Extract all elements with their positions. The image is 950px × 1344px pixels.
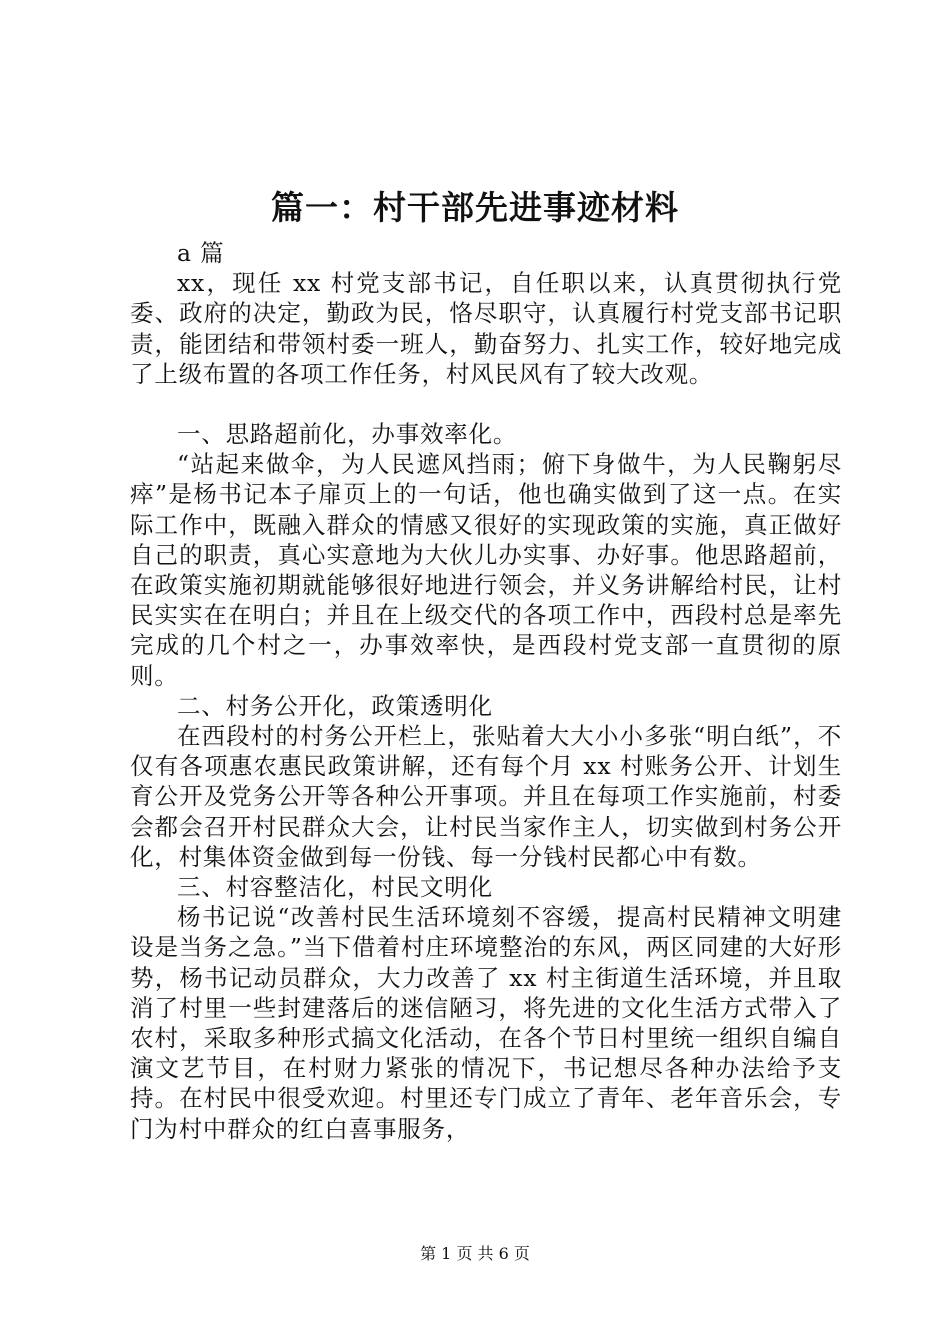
document-body bbox=[130, 238, 842, 1144]
section-2-paragraph: 在西段村的村务公开栏上，张贴着大大小小多张“明白纸”，不仅有各项惠农惠民政策讲解，还有每个月 xx 村账务公开、计划生育公开及党务公开等各种公开事项。并且在每项工作实施前，村委会都会召开村民群众大会，让村民当家作主人，切实做到村务公开化，村集体资金做到每一份钱、每一分钱村民都心中有数。 bbox=[130, 722, 842, 871]
section-3-paragraph: 杨书记说“改善村民生活环境刻不容缓，提高村民精神文明建设是当务之急。”当下借着村庄环境整治的东风，两区同建的大好形势，杨书记动员群众，大力改善了 xx 村主街道生活环境，并且取消了村里一些封建落后的迷信陋习，将先进的文化生活方式带入了农村，采取多种形式搞文化活动，在各个节日村里统一组织自编自演文艺节目，在村财力紧张的情况下，书记想尽各种办法给予支持。在村民中很受欢迎。村里还专门成立了青年、老年音乐会，专门为村中群众的红白喜事服务， bbox=[130, 903, 842, 1143]
intro-paragraph: xx，现任 xx 村党支部书记，自任职以来，认真贯彻执行党委、政府的决定，勤政为民，恪尽职守，认真履行村党支部书记职责，能团结和带领村委一班人，勤奋努力、扎实工作，较好地完成了上级布置的各项工作任务，村风民风有了较大改观。 bbox=[130, 269, 842, 388]
page-footer: 第 1 页 共 6 页 bbox=[420, 1244, 530, 1263]
section-label: a 篇 bbox=[177, 239, 225, 267]
section-heading-1: 一、思路超前化，办事效率化。 bbox=[177, 420, 518, 449]
section-1-paragraph: “站起来做伞，为人民遮风挡雨；俯下身做牛，为人民鞠躬尽瘁”是杨书记本子扉页上的一句话，他也确实做到了这一点。在实际工作中，既融入群众的情感又很好的实现政策的实施，真正做好自己的职责，真心实意地为大伙儿办实事、办好事。他思路超前，在政策实施初期就能够很好地进行领会，并义务讲解给村民，让村民实实在在明白；并且在上级交代的各项工作中，西段村总是率先完成的几个村之一，办事效率快，是西段村党支部一直贯彻的原则。 bbox=[130, 450, 842, 690]
paragraph-gap bbox=[130, 389, 842, 419]
section-heading-2: 二、村务公开化，政策透明化 bbox=[177, 691, 493, 720]
section-heading-3: 三、村容整洁化，村民文明化 bbox=[177, 873, 493, 902]
document-title: 篇一：村干部先进事迹材料 bbox=[271, 188, 679, 227]
